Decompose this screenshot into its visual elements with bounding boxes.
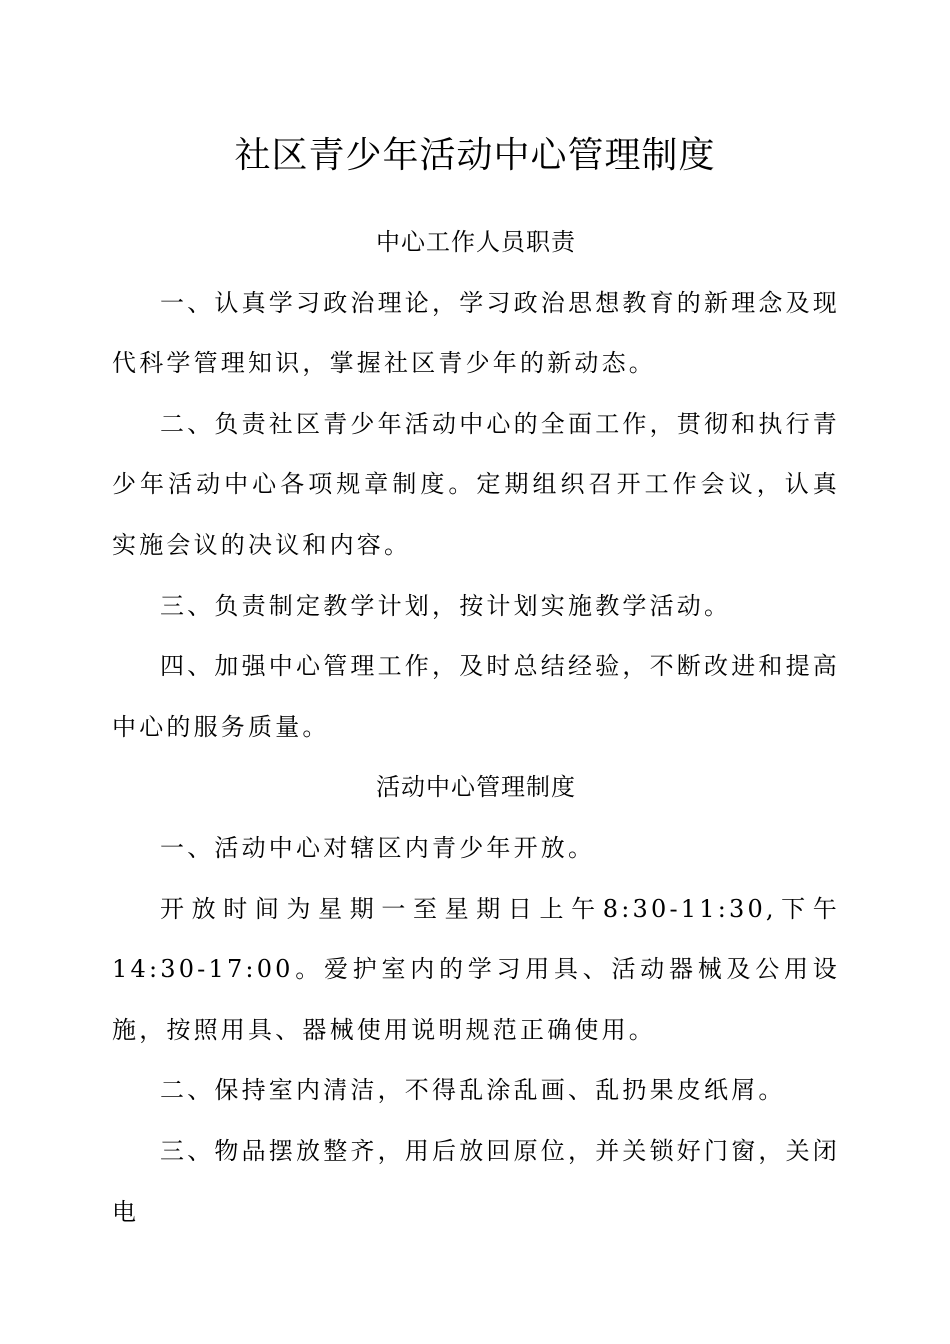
paragraph: 三、物品摆放整齐，用后放回原位，并关锁好门窗，关闭电 bbox=[112, 1136, 840, 1226]
paragraph: 二、保持室内清洁，不得乱涂乱画、乱扔果皮纸屑。 bbox=[160, 1076, 786, 1105]
paragraph: 四、加强中心管理工作，及时总结经验，不断改进和提高中心的服务质量。 bbox=[112, 652, 840, 741]
section-heading: 活动中心管理制度 bbox=[376, 773, 576, 802]
paragraph: 一、活动中心对辖区内青少年开放。 bbox=[160, 833, 596, 862]
paragraph: 二、负责社区青少年活动中心的全面工作，贯彻和执行青少年活动中心各项规章制度。定期组织召开工作会议，认真实施会议的决议和内容。 bbox=[112, 409, 840, 559]
paragraph: 一、认真学习政治理论，学习政治思想教育的新理念及现代科学管理知识，掌握社区青少年的新动态。 bbox=[112, 288, 840, 378]
section-heading: 中心工作人员职责 bbox=[376, 228, 576, 256]
section-center-rules bbox=[112, 757, 840, 1242]
paragraph: 开放时间为星期一至星期日上午8:30-11:30,下午14:30-17:00。爱护室内的学习用具、活动器械及公用设施，按照用具、器械使用说明规范正确使用。 bbox=[112, 894, 840, 1044]
section-staff-duties bbox=[112, 212, 840, 757]
document-title: 社区青少年活动中心管理制度 bbox=[234, 135, 716, 176]
paragraph: 三、负责制定教学计划，按计划实施教学活动。 bbox=[160, 591, 732, 620]
document-body bbox=[112, 212, 840, 1242]
